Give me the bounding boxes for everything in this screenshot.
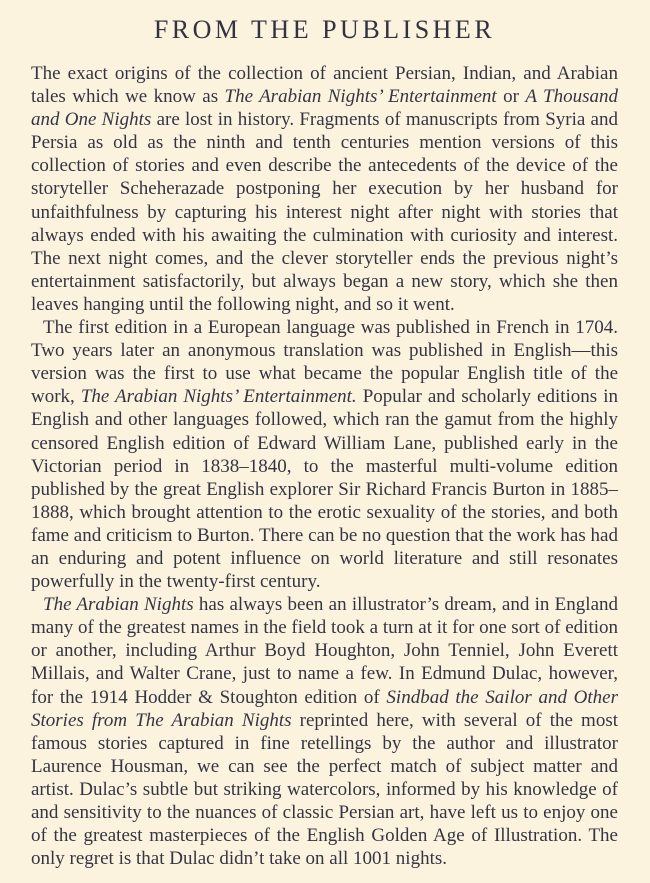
page-title: FROM THE PUBLISHER bbox=[153, 15, 496, 44]
body-paragraph-2: The first edition in a European language was published in French in 1704. Two years later an anonymous translation was published in English—this version was the first to use what became the popular English title of the work, The Arabian Nights’ Entertainment. Popular and scholarly editions in English and other languages followed, which ran the gamut from the highly censored English edition of Edward William Lane, published early in the Victorian period in 1838–1840, to the masterful multi-volume edition published by the great English explorer Sir Richard Francis Burton in 1885–1888, which brought attention to the erotic sexuality of the stories, and both fame and criticism to Burton. There can be no question that the work has had an enduring and potent influence on world literature and still resonates powerfully in the twenty-first century. bbox=[31, 317, 618, 593]
body-paragraph-3: The Arabian Nights has always been an illustrator’s dream, and in England many of the greatest names in the field took a turn at it for one sort of edition or another, including Arthur Boyd Houghton, John Tenniel, John Everett Millais, and Walter Crane, just to name a few. In Edmund Dulac, however, for the 1914 Hodder & Stoughton edition of Sindbad the Sailor and Other Stories from The Arabian Nights reprinted here, with several of the most famous stories captured in fine retellings by the author and illustrator Laurence Housman, we can see the perfect match of subject matter and artist. Dulac’s subtle but striking watercolors, informed by his knowledge of and sensitivity to the nuances of classic Persian art, have left us to enjoy one of the greatest masterpieces of the English Golden Age of Illustration. The only regret is that Dulac didn’t take on all 1001 nights. bbox=[31, 594, 618, 870]
body-paragraph-1: The exact origins of the collection of ancient Persian, Indian, and Arabian tales which we know as The Arabian Nights’ Entertainment or A Thousand and One Nights are lost in history. Fragments of manuscripts from Syria and Persia as old as the ninth and tenth centuries mention versions of this collection of stories and even describe the antecedents of the device of the storyteller Scheherazade postponing her execution by her husband for unfaithfulness by capturing his interest night after night with stories that always ended with his awaiting the culmination with curiosity and interest. The next night comes, and the clever storyteller ends the previous night’s entertainment satisfactorily, but always began a new story, which she then leaves hanging until the following night, and so it went. bbox=[31, 63, 619, 315]
publisher-note bbox=[31, 62, 618, 870]
